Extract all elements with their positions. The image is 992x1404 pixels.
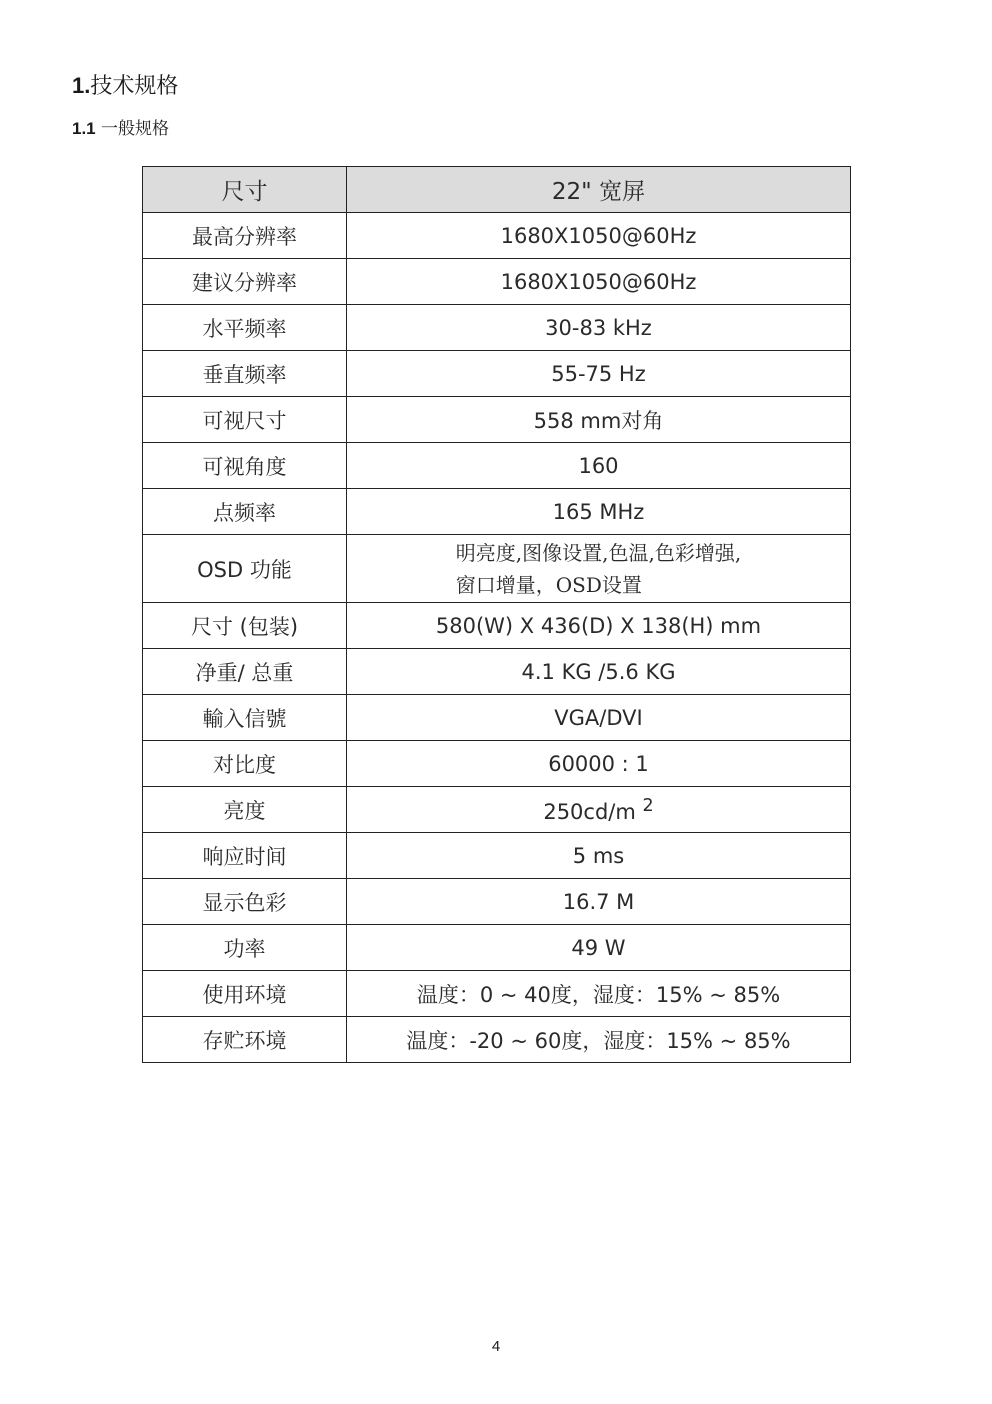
- table-row: [143, 443, 851, 489]
- spec-table: [142, 166, 851, 1063]
- row-value: 16.7 M: [347, 879, 851, 925]
- table-row: [143, 787, 851, 833]
- table-row: [143, 305, 851, 351]
- row-value: 165 MHz: [347, 489, 851, 535]
- table-row: [143, 603, 851, 649]
- brightness-value: 250cd/m: [543, 799, 636, 824]
- table-row: [143, 971, 851, 1017]
- row-label: 可视角度: [143, 443, 347, 489]
- row-label: 存贮环境: [143, 1017, 347, 1063]
- row-label: 使用环境: [143, 971, 347, 1017]
- row-value: 55-75 Hz: [347, 351, 851, 397]
- brightness-superscript: 2: [642, 795, 654, 816]
- row-label: OSD 功能: [143, 535, 347, 603]
- row-value: 49 W: [347, 925, 851, 971]
- row-value: 1680X1050@60Hz: [347, 213, 851, 259]
- subsection-heading: [72, 118, 169, 140]
- row-value: 160: [347, 443, 851, 489]
- row-value: 5 ms: [347, 833, 851, 879]
- header-label-cell: 尺寸: [143, 167, 347, 213]
- row-label: 水平频率: [143, 305, 347, 351]
- row-label: 对比度: [143, 741, 347, 787]
- row-value: 温度：-20 ~ 60度，湿度：15% ~ 85%: [347, 1017, 851, 1063]
- row-label: 显示色彩: [143, 879, 347, 925]
- page-number: 4: [491, 1338, 501, 1355]
- table-row: [143, 489, 851, 535]
- table-row: [143, 649, 851, 695]
- row-label: 輸入信號: [143, 695, 347, 741]
- osd-feature-line: 明亮度,图像设置,色温,色彩增强,: [455, 540, 742, 565]
- row-label: 响应时间: [143, 833, 347, 879]
- subsection-title: 一般规格: [101, 119, 170, 139]
- row-value: [347, 535, 851, 603]
- table-row: [143, 213, 851, 259]
- row-label: 可视尺寸: [143, 397, 347, 443]
- table-row: [143, 879, 851, 925]
- row-value: 30-83 kHz: [347, 305, 851, 351]
- table-row: [143, 397, 851, 443]
- row-label: 点频率: [143, 489, 347, 535]
- osd-feature-line: 窗口增量，OSD设置: [455, 572, 642, 597]
- header-value-cell: 22" 宽屏: [347, 167, 851, 213]
- row-value: 温度：0 ~ 40度，湿度：15% ~ 85%: [347, 971, 851, 1017]
- row-label: 亮度: [143, 787, 347, 833]
- row-label: 垂直频率: [143, 351, 347, 397]
- table-row: [143, 741, 851, 787]
- table-row: [143, 535, 851, 603]
- row-value: 558 mm对角: [347, 397, 851, 443]
- row-value: 580(W) X 436(D) X 138(H) mm: [347, 603, 851, 649]
- row-value: 1680X1050@60Hz: [347, 259, 851, 305]
- section-title: 技术规格: [90, 74, 179, 99]
- row-label: 净重/ 总重: [143, 649, 347, 695]
- spec-table-header-row: [143, 167, 851, 213]
- subsection-number: 1.1: [72, 119, 96, 138]
- table-row: [143, 833, 851, 879]
- row-label: 功率: [143, 925, 347, 971]
- row-value: VGA/DVI: [347, 695, 851, 741]
- row-value: 60000 : 1: [347, 741, 851, 787]
- table-row: [143, 259, 851, 305]
- row-label: 最高分辨率: [143, 213, 347, 259]
- table-row: [143, 351, 851, 397]
- section-number: 1.: [72, 73, 91, 98]
- table-row: [143, 1017, 851, 1063]
- table-row: [143, 925, 851, 971]
- table-row: [143, 695, 851, 741]
- osd-feature-list: [456, 537, 741, 601]
- section-heading: [72, 72, 178, 101]
- row-value: 4.1 KG /5.6 KG: [347, 649, 851, 695]
- row-value: [347, 787, 851, 833]
- row-label: 尺寸 (包装): [143, 603, 347, 649]
- row-label: 建议分辨率: [143, 259, 347, 305]
